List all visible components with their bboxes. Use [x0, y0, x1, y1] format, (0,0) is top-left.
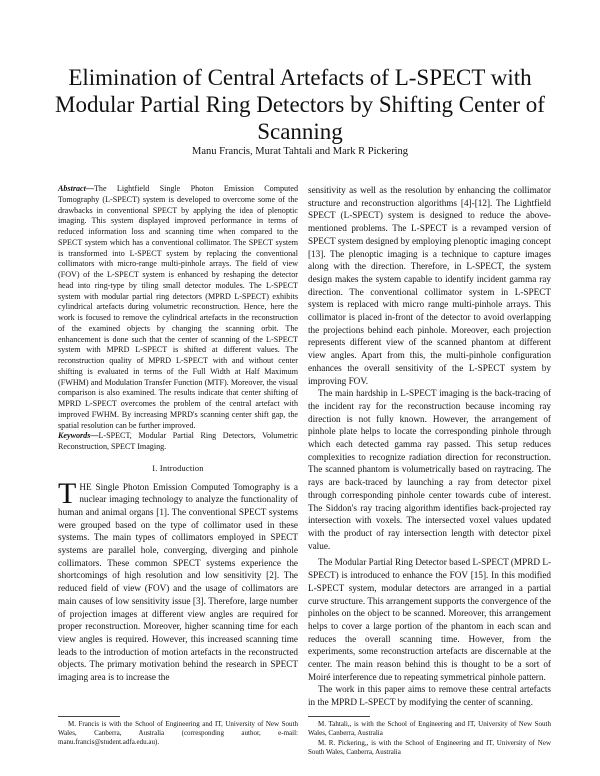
- footnote-author-3: M. R. Pickering,, is with the School of Engineering and IT, University of New South Wales, Canberra, Australia: [308, 739, 551, 756]
- keywords: [58, 431, 298, 453]
- paper-authors: Manu Francis, Murat Tahtali and Mark R Pickering: [191, 146, 409, 157]
- intro-paragraph-5: The work in this paper aims to remove these central artefacts in the MPRD L-SPECT by modifying the center of scanning.: [308, 684, 551, 708]
- keywords-text: L-SPECT, Modular Partial Ring Detectors, Volumetric Reconstruction, SPECT Imaging.: [58, 431, 298, 451]
- abstract-text: The Lightfield Single Photon Emission Computed Tomography (L-SPECT) system is developed to overcome some of the drawbacks in conventional SPECT by applying the idea of plenoptic imaging. This system displayed improved performance in terms of reduced information loss and scanning time when compared to the SPECT system which has a conventional collimator. The SPECT system is transformed into L-SPECT system by replacing the conventional collimators with micro-range multi-pinhole arrays. The field of view (FOV) of the L-SPECT system is enhanced by reshaping the detector head into ring-type by tiling small detector modules. The L-SPECT system with modular partial ring detectors (MPRD L-SPECT) exhibits cylindrical artefacts during volumetric reconstruction. Hence, here the work is focused to remove the cylindrical artefacts in the reconstruction of the examined objects by changing the scanning orbit. The enhancement is done such that the center of scanning of the L-SPECT system with MPRD L-SPECT is shifted at different values. The reconstruction quality of MPRD L-SPECT with and without center shifting is evaluated in terms of the Full Width at Half Maximum (FWHM) and Modulation Transfer Function (MTF). Moreover, the visual comparison is also examined. The results indicate that center shifting of MPRD L-SPECT overcomes the problem of the central artefact with improved FWHM. By increasing MPRD's scanning center shift gap, the spatial resolution can be further improved.: [58, 184, 298, 430]
- right-column: [308, 184, 551, 709]
- intro-paragraph-1: [58, 476, 298, 684]
- intro-paragraph-1-text: HE Single Photon Emission Computed Tomography is a nuclear imaging technology to analyze the functionality of human and animal organs [1]. The conventional SPECT systems were grouped based on the type of collimator used in these systems. The main types of collimators employed in SPECT systems are parallel hole, converging, diverging and pinhole collimators. These common SPECT systems experience the shortcomings of high resolution and low sensitivity [2]. The reduced field of view (FOV) and the usage of collimators are main causes of low sensitivity issue [3]. Therefore, large number of projection images at different view angles are required for proper reconstruction. Moreover, higher scanning time for each view angles is required. However, this increased scanning time leads to the introduction of motion artefacts in the reconstructed objects. The primary motivation behind the research in SPECT imaging area is to increase the: [58, 481, 298, 683]
- footnote-right: [308, 720, 551, 758]
- intro-paragraph-4: The Modular Partial Ring Detector based L-SPECT (MPRD L-SPECT) is introduced to enhance the FOV [15]. In this modified L-SPECT system, modular detectors are arranged in a partial curve structure. This arrangement supports the convergence of the pinholes on the object to be scanned. Moreover, this arrangement helps to cover a large portion of the phantom in each scan and reduces the overall scanning time. However, from the experiments, some reconstruction artefacts are discernable at the center. The main reason behind this is thought to be a sort of Moiré interference due to repeating symmetrical pinhole pattern.: [308, 557, 551, 682]
- keywords-label: Keywords—: [58, 431, 99, 441]
- footnote-left: [58, 720, 298, 748]
- abstract-label: Abstract—: [58, 184, 94, 193]
- footnote-divider-right: [308, 716, 370, 717]
- section-heading-introduction: I. Introduction: [152, 463, 204, 473]
- left-column: [58, 184, 298, 684]
- footnote-divider-left: [58, 716, 120, 717]
- paper-title: Elimination of Central Artefacts of L-SPECT with Modular Partial Ring Detectors by Shifting Center of Scanning: [55, 65, 545, 144]
- intro-paragraph-3: The main hardship in L-SPECT imaging is the back-tracing of the incident ray for the reconstruction because incoming ray direction is not fully known. However, the arrangement of pinhole plate helps to locate the corresponding pinhole through which each detected gamma ray passed. This setup reduces complexities to recognize radiation direction for reconstruction. The scanned phantom is volumetrically based on raytracing. The rays are back-traced by launching a ray from detector pixel through corresponding pinhole center towards cube of interest. The Siddon's ray tracing algorithm identifies back-projected ray intersection with voxels. The intersected voxel values updated with the product of ray intersection length with detector pixel value.: [308, 388, 551, 551]
- abstract: [58, 184, 298, 431]
- footnote-author-2: M. Tahtali,, is with the School of Engineering and IT, University of New South Wales, Canberra, Australia: [308, 720, 551, 737]
- intro-paragraph-2: sensitivity as well as the resolution by enhancing the collimator structure and reconstruction algorithms [4]-[12]. The Lightfield SPECT (L-SPECT) system is designed to reduce the above-mentioned problems. The L-SPECT is a revamped version of SPECT system designed by employing plenoptic imaging concept [13]. The plenoptic imaging is a technique to capture images along with the direction. Therefore, in L-SPECT, the system design makes the system capable to identify incident gamma ray direction. The conventional collimator system in L-SPECT system is replaced with micro range multi-pinhole arrays. This collimator is placed in-front of the detector to avoid overlapping the projections behind each pinhole. Moreover, each projection represents different view of the scanned phantom at different view angles. Apart from this, the multi-pinhole configuration enhances the overall sensitivity of the L-SPECT system by improving FOV.: [308, 185, 552, 386]
- footnote-author-1: M. Francis is with the School of Engineering and IT, University of New South Wales, Canberra, Australia (corresponding author, e-mail: manu.francis@student.adfa.edu.au).: [58, 720, 298, 746]
- drop-cap: T: [58, 476, 77, 510]
